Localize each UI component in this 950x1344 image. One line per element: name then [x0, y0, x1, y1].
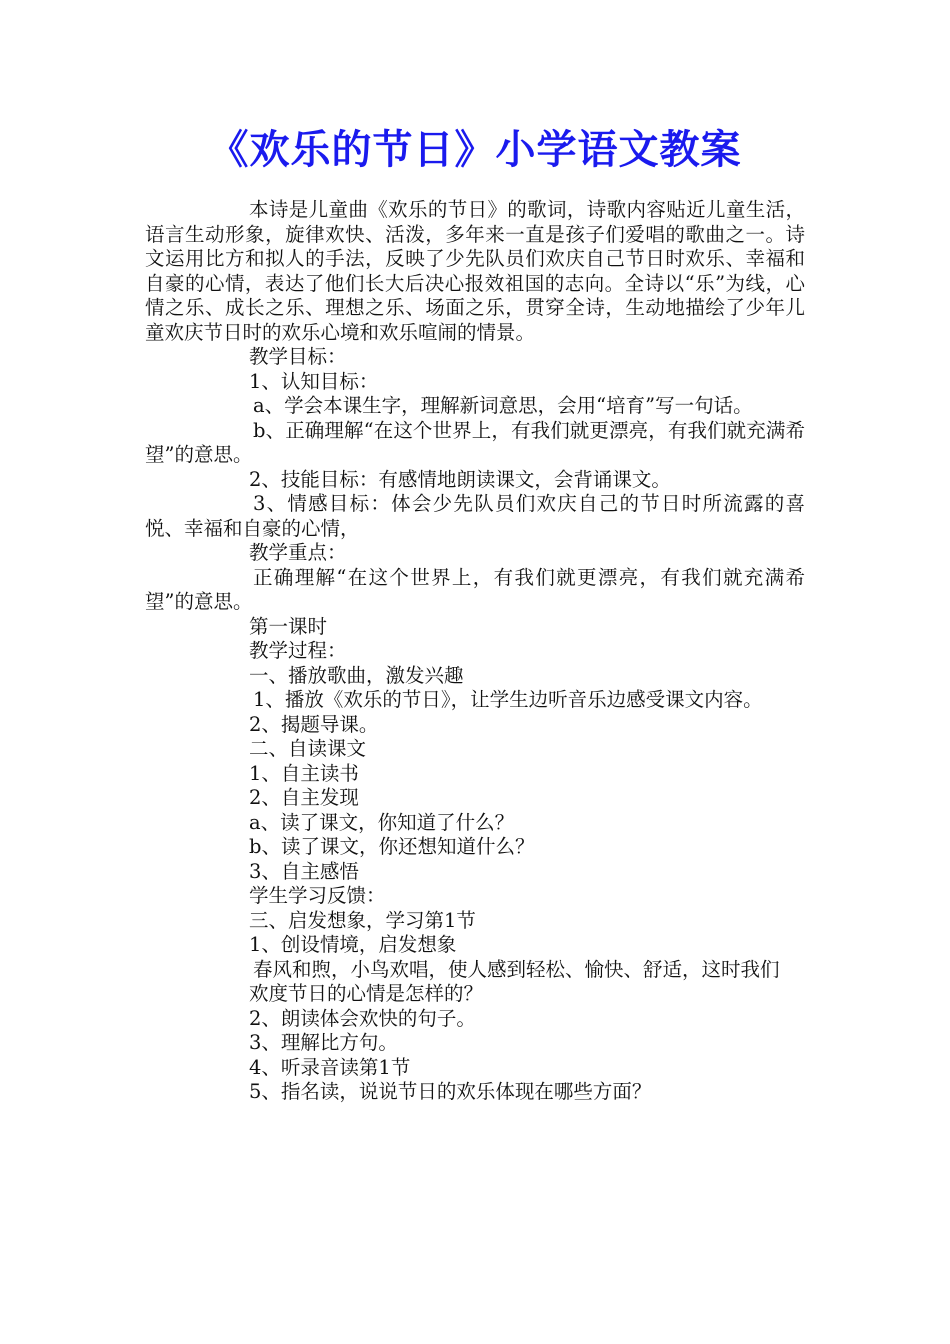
objective-item-b: b、正确理解“在这个世界上，有我们就更漂亮，有我们就充满希望”的意思。: [145, 418, 805, 466]
step-three-scenario: 春风和煦，小鸟欢唱，使人感到轻松、愉快、舒适，这时我们: [253, 957, 780, 981]
objective-emotion: 3、情感目标：体会少先队员们欢庆自己的节日时所流露的喜悦、幸福和自豪的心情，: [145, 492, 805, 540]
objective-item-a: a、学会本课生字，理解新词意思，会用“培育”写一句话。: [253, 394, 753, 417]
section-heading-objectives: 教学目标：: [249, 345, 347, 368]
step-three-item-5: 5、指名读，说说节日的欢乐体现在哪些方面？: [249, 1080, 652, 1103]
document-body: [145, 198, 805, 1105]
objective-cognitive: 1、认知目标：: [249, 369, 379, 393]
section-heading-process: 教学过程：: [249, 639, 347, 662]
intro-paragraph: 本诗是儿童曲《欢乐的节日》的歌词，诗歌内容贴近儿童生活，语言生动形象，旋律欢快、活泼，多年来一直是孩子们爱唱的歌曲之一。诗文运用比方和拟人的手法，反映了少先队员们欢庆自己节日时欢乐、幸福和自豪的心情，表达了他们长大后决心报效祖国的志向。全诗以“乐”为线，心情之乐、成长之乐、理想之乐、场面之乐，贯穿全诗，生动地描绘了少年儿童欢庆节日时的欢乐心境和欢乐喧闹的情景。: [145, 198, 805, 344]
step-three-item-3: 3、理解比方句。: [249, 1031, 398, 1054]
step-one-item-1: 1、播放《欢乐的节日》，让学生边听音乐边感受课文内容。: [253, 688, 763, 711]
step-three-question: 欢度节日的心情是怎样的？: [249, 982, 484, 1005]
step-one-item-2: 2、揭题导课。: [249, 712, 379, 736]
step-two-item-2: 2、自主发现: [249, 786, 359, 809]
lesson-heading: 第一课时: [249, 614, 328, 638]
objective-skill: 2、技能目标：有感情地朗读课文，会背诵课文。: [249, 467, 671, 491]
step-two-heading: 二、自读课文: [249, 737, 367, 760]
step-three-item-4: 4、听录音读第1节: [249, 1055, 411, 1079]
key-point-text: 正确理解“在这个世界上，有我们就更漂亮，有我们就充满希望”的意思。: [145, 565, 805, 613]
step-two-item-1: 1、自主读书: [249, 761, 359, 785]
step-three-item-1: 1、创设情境，启发想象: [249, 933, 457, 956]
step-two-item-2a: a、读了课文，你知道了什么？: [249, 810, 515, 834]
document-title: 《欢乐的节日》小学语文教案: [208, 127, 742, 173]
step-one-heading: 一、播放歌曲，激发兴趣: [249, 663, 464, 687]
step-three-item-2: 2、朗读体会欢快的句子。: [249, 1006, 476, 1030]
section-heading-key-point: 教学重点：: [249, 541, 347, 564]
student-feedback: 学生学习反馈：: [249, 884, 386, 907]
step-two-item-2b: b、读了课文，你还想知道什么？: [249, 835, 535, 858]
step-three-heading: 三、启发想象，学习第1节: [249, 908, 476, 932]
step-two-item-3: 3、自主感悟: [249, 859, 359, 883]
